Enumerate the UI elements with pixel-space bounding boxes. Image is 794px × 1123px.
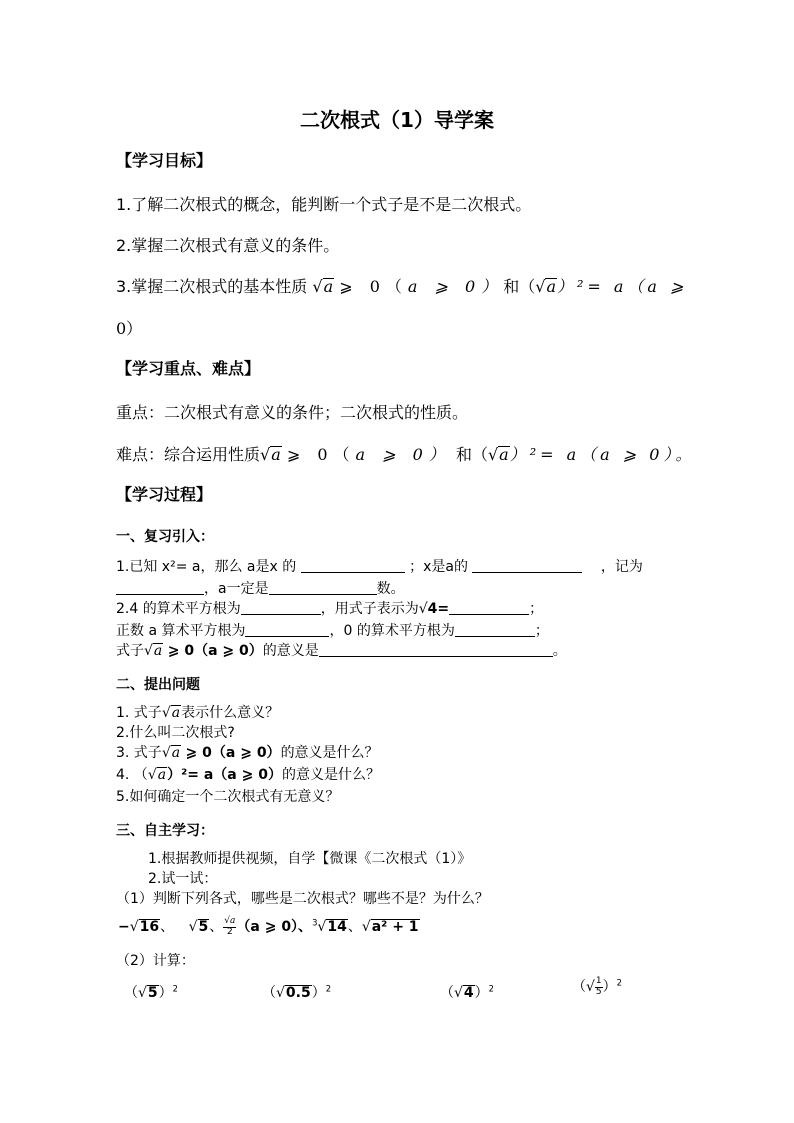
goal-1: 1.了解二次根式的概念，能判断一个式子是不是二次根式。 — [116, 195, 532, 214]
sqrt-a-squared: √a — [487, 445, 509, 464]
review-q1-line2: ，a一定是 数。 — [116, 578, 405, 598]
page-title: 二次根式（1）导学案 — [300, 108, 494, 132]
self-study-2: 2.试一试： — [148, 871, 218, 887]
answer-blank[interactable] — [301, 558, 405, 573]
sqrt-5: √5 — [188, 919, 209, 935]
goal-3-wrap: 0） — [116, 319, 143, 338]
condition-text: a ⩾ 0） — [355, 445, 451, 464]
self-study-3: （1）判断下列各式，哪些是二次根式？哪些不是？为什么？ — [116, 891, 489, 907]
goal-2: 2.掌握二次根式有意义的条件。 — [116, 236, 340, 255]
answer-blank[interactable] — [116, 580, 204, 595]
sqrt-a-expression: √a — [144, 643, 163, 659]
self-study-1: 1.根据教师提供视频，自学【微课《二次根式（1）》 — [148, 851, 472, 867]
calc-sqrt5-squared: $(√5)^2$ — [124, 983, 179, 1001]
sqrt-a-expression: √a — [161, 745, 181, 761]
section-focus-heading: 【学习重点、难点】 — [116, 359, 261, 378]
sqrt-a-expression: √a — [312, 277, 334, 296]
and-text: 和（ — [455, 445, 488, 464]
review-q1-line1: 1.已知 x²= a，那么 a是x 的 ；x是a的 ，记为 — [116, 559, 643, 575]
calc-sqrt05-squared: $(√0.5)^2$ — [262, 983, 332, 1001]
question-1: 1. 式子√a表示什么意义？ — [116, 705, 280, 721]
calc-sqrt4-squared: $(√4)^2$ — [440, 983, 495, 1001]
section-goals-heading: 【学习目标】 — [116, 151, 213, 170]
expression-list: −√16、 √5、 $\frac{√a}{2}$ （a ⩾ 0）、$^3$√14、√a² + 1 — [118, 915, 419, 937]
question-3: 3. 式子√a ⩾ 0（a ⩾ 0）的意义是什么？ — [116, 745, 379, 761]
sqrt-a-squared: √a — [535, 277, 556, 296]
answer-blank[interactable] — [269, 580, 377, 595]
review-q4: 式子√a ⩾ 0（a ⩾ 0）的意义是 。 — [116, 643, 567, 659]
hard-point — [116, 442, 695, 465]
square-equals-text: ）²= a（a ⩾ 0）。 — [509, 445, 696, 464]
cube-root-14: √14 — [317, 919, 347, 935]
answer-blank[interactable] — [241, 600, 321, 615]
fraction-sqrt-a-over-2: $\frac{√a}{2}$ — [224, 915, 236, 937]
question-2: 2.什么叫二次根式? — [116, 725, 235, 741]
calc-sqrt-fraction-squared: （√ $\frac{1}{5}$ ）$^2$ — [572, 975, 622, 997]
part1-heading: 一、复习引入： — [116, 529, 214, 545]
sqrt-symbol-icon: √ — [418, 601, 428, 617]
answer-blank[interactable] — [455, 622, 535, 637]
square-equals-text: ）²= a（a ⩾ — [556, 277, 688, 296]
answer-blank[interactable] — [319, 642, 553, 657]
review-q3: 正数 a 算术平方根为 ，0 的算术平方根为 ； — [116, 623, 549, 639]
question-4: 4. （√a）²= a（a ⩾ 0）的意义是什么？ — [116, 767, 380, 783]
part3-heading: 三、自主学习： — [116, 823, 214, 839]
answer-blank[interactable] — [449, 600, 529, 615]
sqrt-a-squared: √a — [147, 767, 167, 783]
self-study-4: （2）计算： — [116, 953, 195, 969]
section-process-heading: 【学习过程】 — [116, 485, 213, 504]
geq-zero: ⩾ 0（ — [286, 445, 356, 464]
key-point: 重点：二次根式有意义的条件；二次根式的性质。 — [116, 403, 469, 422]
sqrt-a-expression: √a — [161, 705, 181, 721]
sqrt-16: √16 — [129, 919, 160, 935]
answer-blank[interactable] — [472, 558, 582, 573]
sqrt-a-expression: √a — [260, 445, 281, 464]
sqrt-a-squared-plus-1: √a² + 1 — [361, 919, 419, 935]
question-5: 5.如何确定一个二次根式有无意义？ — [116, 789, 340, 805]
goal-3 — [116, 274, 687, 297]
review-q2: 2.4 的算术平方根为 ，用式子表示为√4= ； — [116, 601, 544, 617]
geq-zero: ⩾ 0（ — [339, 277, 408, 296]
answer-blank[interactable] — [245, 622, 329, 637]
goal-3-text: 3.掌握二次根式的基本性质 — [116, 277, 308, 296]
hard-point-text: 难点：综合运用性质 — [116, 445, 261, 464]
part2-heading: 二、提出问题 — [116, 677, 200, 693]
condition-text: a ⩾ 0） — [407, 277, 504, 296]
and-text: 和（ — [503, 277, 536, 296]
